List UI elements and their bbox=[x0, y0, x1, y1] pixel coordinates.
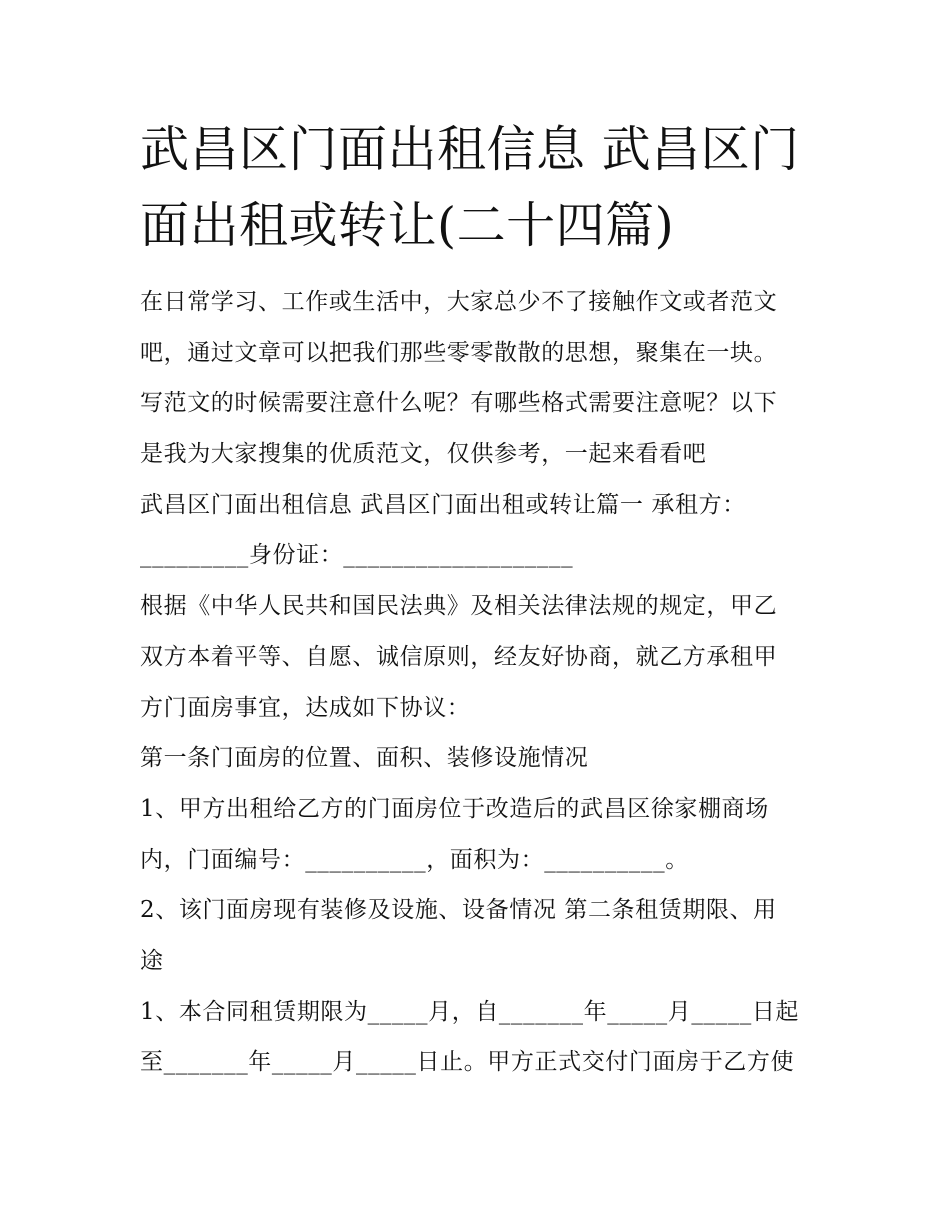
intro-line: 写范文的时候需要注意什么呢？有哪些格式需要注意呢？以下 bbox=[140, 390, 778, 417]
contract-text-line: 方门面房事宜，达成如下协议： bbox=[140, 694, 471, 721]
contract-text-line: 双方本着平等、自愿、诚信原则，经友好协商，就乙方承租甲 bbox=[140, 643, 778, 670]
id-fill-line: _________身份证：___________________ bbox=[140, 542, 574, 569]
intro-line: 吧，通过文章可以把我们那些零零散散的思想，聚集在一块。 bbox=[140, 339, 778, 366]
title-line: 面出租或转让(二十四篇) bbox=[140, 197, 675, 254]
document-title bbox=[140, 112, 830, 264]
clause-line: 2、该门面房现有装修及设施、设备情况 第二条租赁期限、用 bbox=[140, 897, 777, 924]
clause-line: 1、甲方出租给乙方的门面房位于改造后的武昌区徐家棚商场 bbox=[140, 795, 769, 822]
intro-line: 是我为大家搜集的优质范文，仅供参考，一起来看看吧 bbox=[140, 441, 707, 468]
document-body bbox=[140, 277, 820, 1088]
section-heading-line: 武昌区门面出租信息 武昌区门面出租或转让篇一 承租方： bbox=[140, 491, 746, 518]
clause-line: 途 bbox=[140, 947, 164, 974]
clause-line: 1、本合同租赁期限为_____月，自_______年_____月_____日起 bbox=[140, 998, 800, 1025]
title-line: 武昌区门面出租信息 武昌区门 bbox=[140, 121, 800, 178]
contract-text-line: 根据《中华人民共和国民法典》及相关法律法规的规定，甲乙 bbox=[140, 593, 778, 620]
article-heading-line: 第一条门面房的位置、面积、装修设施情况 bbox=[140, 745, 589, 772]
intro-line: 在日常学习、工作或生活中，大家总少不了接触作文或者范文 bbox=[140, 289, 778, 315]
clause-line: 内，门面编号：__________，面积为：__________。 bbox=[140, 846, 689, 873]
clause-line: 至_______年_____月_____日止。甲方正式交付门面房于乙方使 bbox=[140, 1049, 795, 1076]
